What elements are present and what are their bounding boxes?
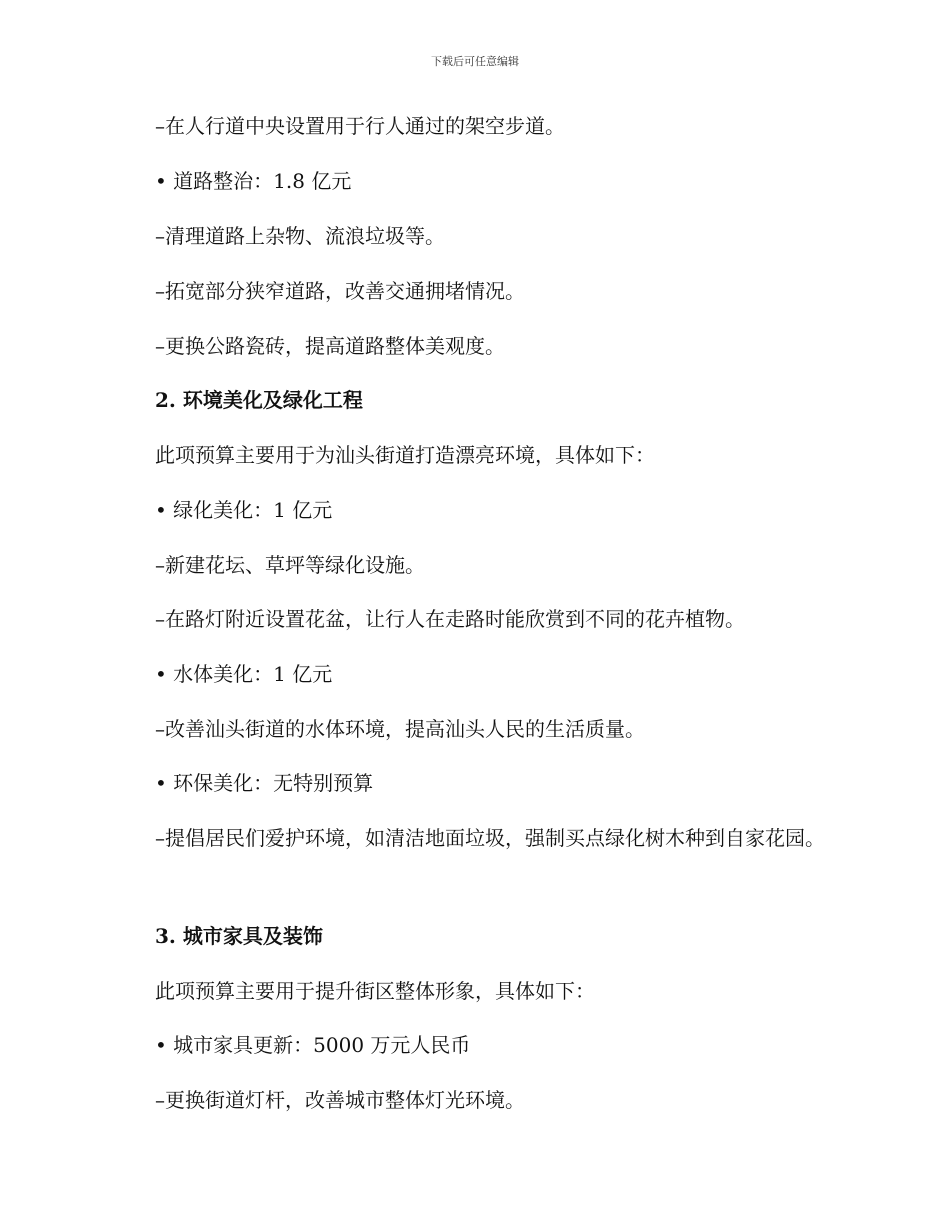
- paragraph: 此项预算主要用于提升街区整体形象，具体如下：: [155, 979, 595, 1003]
- bullet-detail: –改善汕头街道的水体环境，提高汕头人民的生活质量。: [155, 717, 645, 741]
- page-header: 下载后可任意编辑: [431, 55, 519, 68]
- bullet-item: • 环保美化：无特别预算: [155, 771, 374, 795]
- bullet-detail-wrapped: –提倡居民们爱护环境，如清洁地面垃圾，强制买点绿化树木种到自家花园。: [155, 826, 825, 850]
- bullet-detail: –更换街道灯杆，改善城市整体灯光环境。: [155, 1088, 525, 1112]
- bullet-item: • 水体美化：1 亿元: [155, 662, 333, 686]
- section-heading: 2. 环境美化及绿化工程: [155, 388, 363, 412]
- bullet-detail: –清理道路上杂物、流浪垃圾等。: [155, 224, 445, 248]
- bullet-detail: –更换公路瓷砖，提高道路整体美观度。: [155, 334, 505, 358]
- bullet-detail: –在人行道中央设置用于行人通过的架空步道。: [155, 114, 565, 138]
- bullet-detail: –在路灯附近设置花盆，让行人在走路时能欣赏到不同的花卉植物。: [155, 607, 745, 631]
- section-heading: 3. 城市家具及装饰: [155, 924, 323, 948]
- bullet-detail: –新建花坛、草坪等绿化设施。: [155, 553, 425, 577]
- bullet-item: • 城市家具更新：5000 万元人民币: [155, 1033, 471, 1057]
- bullet-item: • 道路整治：1.8 亿元: [155, 169, 352, 193]
- bullet-item: • 绿化美化：1 亿元: [155, 498, 333, 522]
- bullet-detail: –拓宽部分狭窄道路，改善交通拥堵情况。: [155, 279, 525, 303]
- paragraph: 此项预算主要用于为汕头街道打造漂亮环境，具体如下：: [155, 443, 655, 467]
